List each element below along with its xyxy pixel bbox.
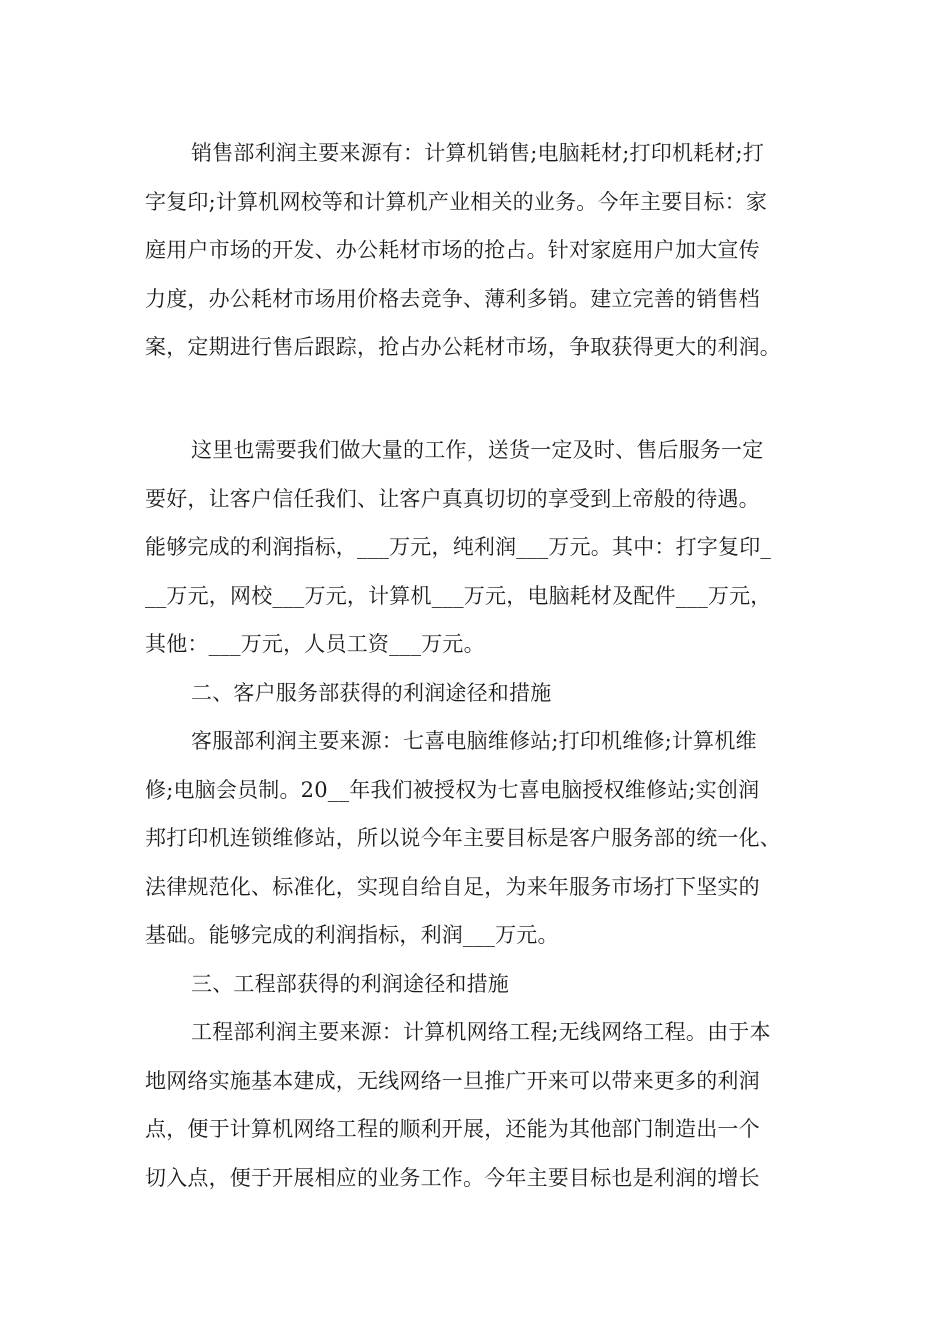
text-line: 法律规范化、标准化，实现自给自足，为来年服务市场打下坚实的 xyxy=(145,874,760,899)
text-line: 能够完成的利润指标，___万元，纯利润___万元。其中：打字复印_ xyxy=(145,535,772,559)
section-heading-engineering: 三、工程部获得的利润途径和措施 xyxy=(191,971,509,996)
text-line: 其他：___万元，人员工资___万元。 xyxy=(145,632,485,656)
text-line: 这里也需要我们做大量的工作，送货一定及时、售后服务一定 xyxy=(191,438,764,462)
text-line: 字复印;计算机网校等和计算机产业相关的业务。今年主要目标：家 xyxy=(145,189,768,214)
text-line: 工程部利润主要来源：计算机网络工程;无线网络工程。由于本 xyxy=(191,1020,771,1044)
text-line: 切入点，便于开展相应的业务工作。今年主要目标也是利润的增长 xyxy=(145,1165,760,1190)
text-line: 销售部利润主要来源有：计算机销售;电脑耗材;打印机耗材;打 xyxy=(191,141,765,165)
text-line: 修;电脑会员制。20__年我们被授权为七喜电脑授权维修站;实创润 xyxy=(145,777,760,802)
paragraph-sales-targets xyxy=(145,426,825,1202)
text-line: 要好，让客户信任我们、让客户真真切切的享受到上帝般的待遇。 xyxy=(145,486,760,511)
text-line: 案，定期进行售后跟踪，抢占办公耗材市场，争取获得更大的利润。 xyxy=(145,335,781,359)
text-line: 力度，办公耗材市场用价格去竞争、薄利多销。建立完善的销售档 xyxy=(145,286,760,311)
text-line: 点，便于计算机网络工程的顺利开展，还能为其他部门制造出一个 xyxy=(145,1117,760,1141)
section-heading-customer-service: 二、客户服务部获得的利润途径和措施 xyxy=(191,680,552,705)
text-line: __万元，网校___万元，计算机___万元，电脑耗材及配件___万元， xyxy=(145,583,772,608)
text-line: 客服部利润主要来源：七喜电脑维修站;打印机维修;计算机维 xyxy=(191,729,757,753)
text-line: 邦打印机连锁维修站，所以说今年主要目标是客户服务部的统一化、 xyxy=(145,826,781,850)
text-line: 地网络实施基本建成，无线网络一旦推广开来可以带来更多的利润 xyxy=(145,1068,760,1093)
text-line: 基础。能够完成的利润指标，利润___万元。 xyxy=(145,923,559,947)
paragraph-sales-profit xyxy=(145,129,825,372)
text-line: 庭用户市场的开发、办公耗材市场的抢占。针对家庭用户加大宣传 xyxy=(145,238,760,262)
